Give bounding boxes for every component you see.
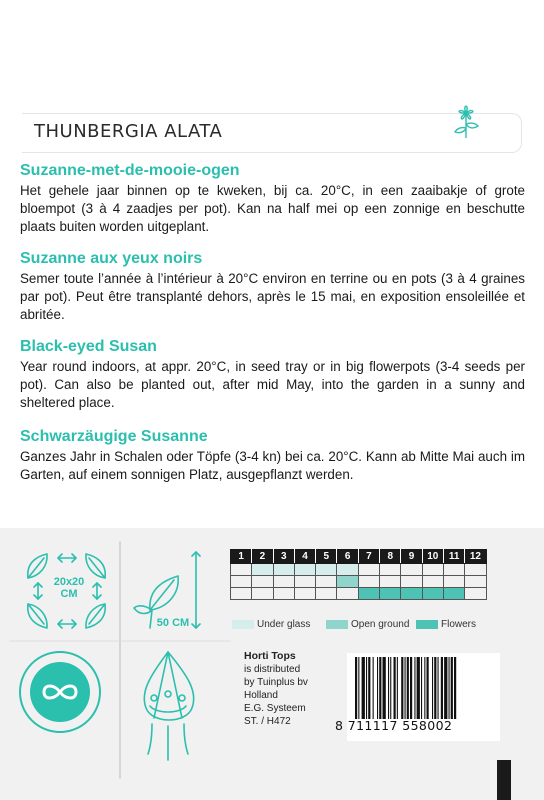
calendar-cell [358,588,379,600]
calendar-cell [380,588,401,600]
calendar-cell [316,588,337,600]
barcode-bars [355,657,495,719]
section-english [20,338,525,412]
barcode-bar [407,657,409,719]
calendar-cell [337,576,358,588]
leaf-icon [86,554,105,578]
section-heading: Suzanne aux yeux noirs [20,250,203,267]
calendar-cell [231,588,252,600]
calendar-cell [422,576,443,588]
section-heading: Schwarzäugige Susanne [20,428,208,445]
calendar-cell [401,588,422,600]
calendar-cell [465,576,486,588]
calendar-cell [443,564,464,576]
page-title: THUNBERGIA ALATA [34,121,223,142]
barcode-bar [379,657,381,719]
leaf-icon [28,604,47,628]
month-header: 9 [401,550,422,564]
legend-swatch [232,620,254,629]
barcode-bar [424,657,425,719]
barcode-bar [414,657,415,719]
legend-swatch [416,620,438,629]
calendar-cell [465,588,486,600]
month-header: 12 [465,550,486,564]
barcode-bar [377,657,378,719]
section-body: Ganzes Jahr in Schalen oder Töpfe (3-4 kn) bei ca. 20°C. Kann ab Mitte Mai auch im Garten, auf einem sonnigen Platz, ausgepflanzt werden. [20,449,525,482]
barcode-bar [434,657,436,719]
calendar-cell [252,564,273,576]
section-body: Semer toute l’année à l’intérieur à 20°C environ en terrine ou en pots (3 à 4 graines par pot). Peut être transplanté dehors, après le 15 mai, en exposition ensoleillée et abritée. [20,271,525,322]
barcode-number: 8 711117 558002 [335,718,453,733]
calendar-cell [294,564,315,576]
calendar-cell [465,564,486,576]
section-heading: Black-eyed Susan [20,338,157,355]
month-header: 3 [273,550,294,564]
calendar-cell [380,576,401,588]
barcode-bar [449,657,450,719]
calendar-cell [358,564,379,576]
barcode-bar [362,657,365,719]
growing-info-graphics [0,528,240,800]
hanging-basket-icon [144,652,193,760]
calendar-cell [273,576,294,588]
flower-icon [447,98,485,144]
barcode-bar [388,657,389,719]
calendar-cell [337,564,358,576]
barcode-bar [394,657,396,719]
calendar-cell [252,576,273,588]
month-header: 5 [316,550,337,564]
calendar-cell [273,564,294,576]
calendar-cell [443,576,464,588]
month-header: 8 [380,550,401,564]
calendar-cell [401,564,422,576]
calendar-cell [422,564,443,576]
barcode-bar [441,657,443,719]
legend-under-glass: Under glass [232,618,310,630]
barcode-bar [454,657,456,719]
calendar-cell [273,588,294,600]
barcode-bar [405,657,406,719]
month-header: 6 [337,550,358,564]
month-header: 1 [231,550,252,564]
distributor-info: Horti Tops is distributed by Tuinplus bv Holland E.G. Systeem ST. / H472 [244,650,344,728]
calendar-cell [316,564,337,576]
barcode-bar [444,657,447,719]
barcode-bar [401,657,403,719]
barcode-bar [417,657,420,719]
barcode-bar [397,657,398,719]
month-header: 4 [294,550,315,564]
section-body: Year round indoors, at appr. 20°C, in seed tray or in big flowerpots (3-4 seeds per pot). Can also be planted out, after mid May, into the garden in a sunny and sheltered place. [20,359,525,410]
barcode-bar [410,657,412,719]
barcode-bar [373,657,374,719]
calendar-cell [337,588,358,600]
barcode-bar [390,657,391,719]
barcode-bar [438,657,439,719]
barcode-bar [421,657,422,719]
legend-flowers: Flowers [416,618,476,630]
brand-name: Horti Tops [244,650,296,662]
spacing-label: 20x20 CM [53,576,85,600]
leaf-icon [28,554,47,578]
section-french [20,250,525,324]
legend-open-ground: Open ground [326,618,409,630]
barcode-bar [366,657,367,719]
edge-mark [497,760,511,800]
section-german [20,428,525,484]
month-header: 10 [422,550,443,564]
section-dutch [20,162,525,236]
height-label: 50 CM [156,617,190,629]
infinity-icon [20,652,100,732]
calendar-cell [231,564,252,576]
sowing-calendar [230,549,487,600]
calendar-cell [231,576,252,588]
barcode-bar [383,657,386,719]
calendar-cell [380,564,401,576]
calendar-cell [252,588,273,600]
barcode-bar [358,657,359,719]
month-header: 11 [443,550,464,564]
section-body: Het gehele jaar binnen op te kweken, bij ca. 20°C, in een zaaibakje of grote bloempot (3 à 4 zaadjes per pot). Kan na half mei op een zonnige en beschutte plaats buiten worden uitgeplant. [20,183,525,234]
leaf-icon [86,604,105,628]
month-header: 2 [252,550,273,564]
calendar-cell [294,588,315,600]
calendar-cell [443,588,464,600]
barcode-bar [355,657,357,719]
legend-swatch [326,620,348,629]
barcode-bar [427,657,429,719]
barcode-bar [368,657,370,719]
calendar-cell [294,576,315,588]
section-heading: Suzanne-met-de-mooie-ogen [20,162,240,179]
calendar-cell [358,576,379,588]
barcode-bar [432,657,433,719]
calendar-cell [316,576,337,588]
month-header: 7 [358,550,379,564]
barcode-bar [451,657,453,719]
calendar-cell [401,576,422,588]
calendar-cell [422,588,443,600]
